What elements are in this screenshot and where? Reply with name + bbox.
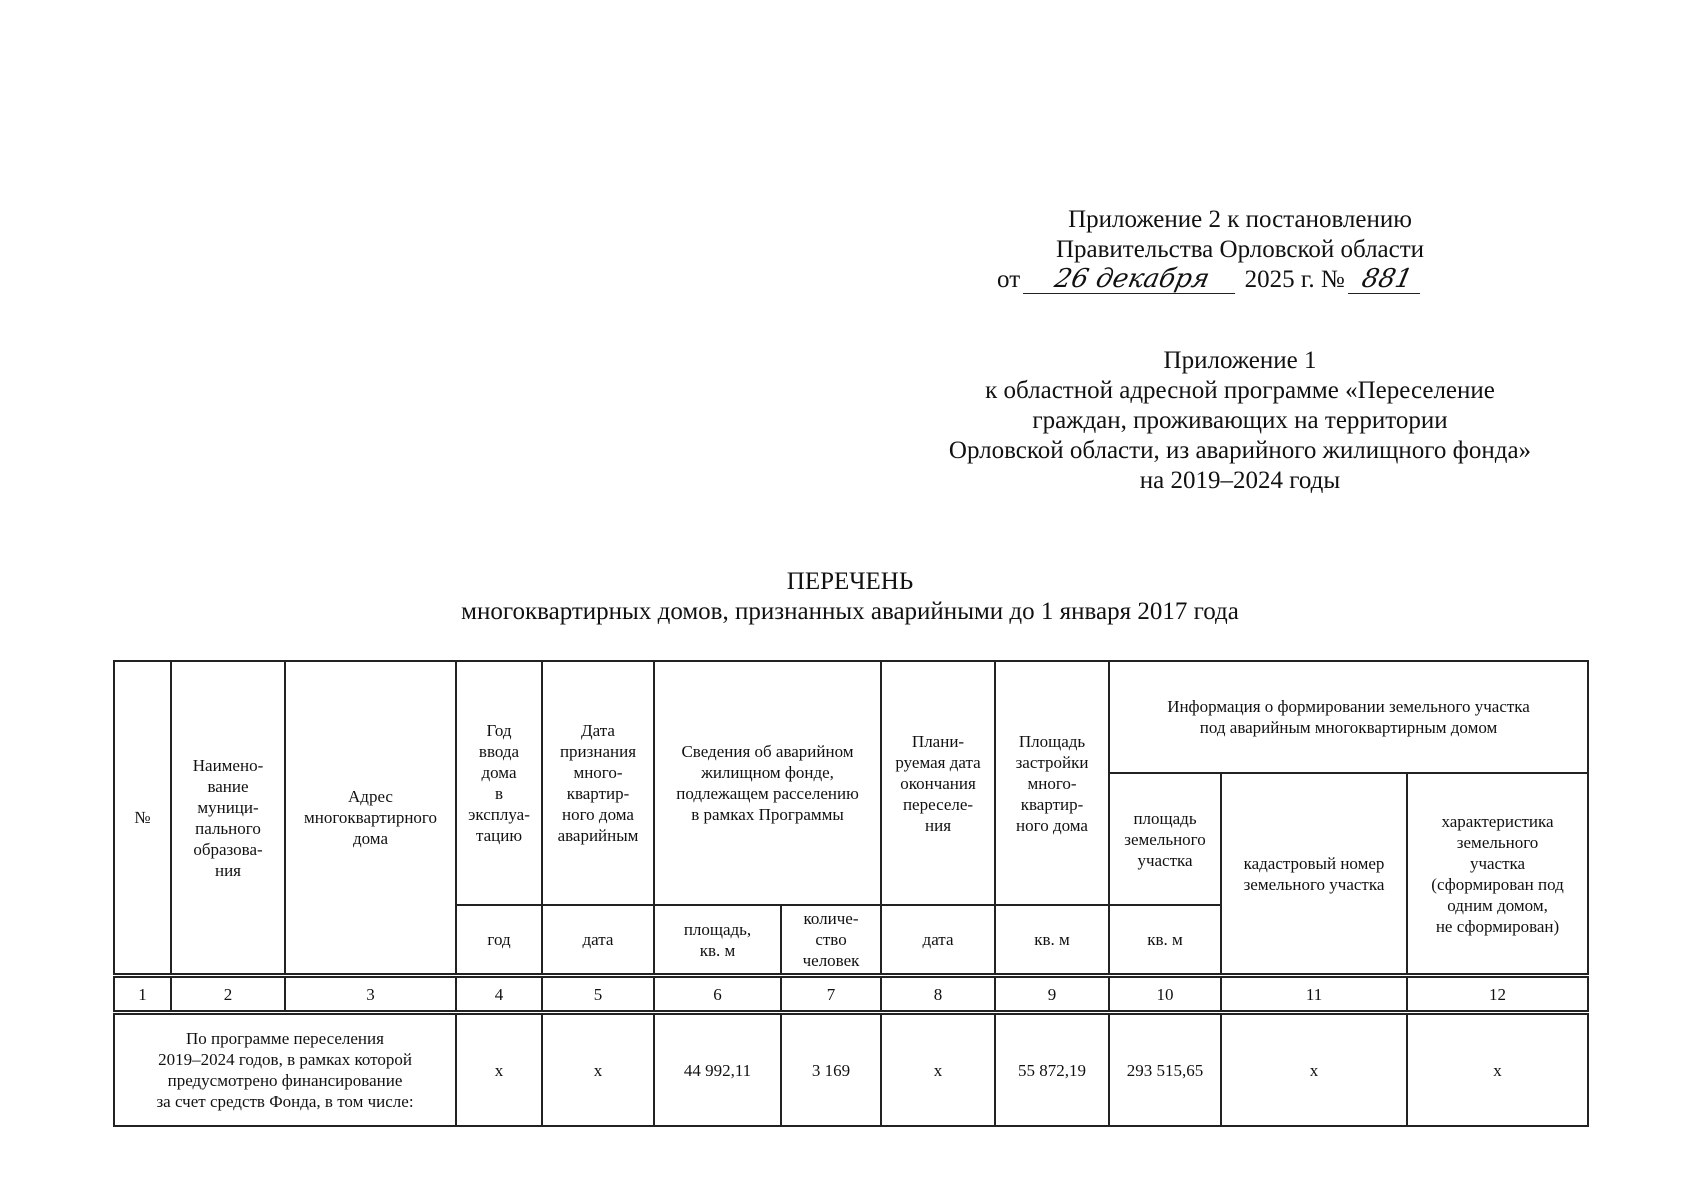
column-number: 10	[1109, 976, 1221, 1013]
year-text: 2025 г. №	[1244, 266, 1345, 293]
title-heading: ПЕРЕЧЕНЬ	[786, 568, 914, 595]
column-number-row	[114, 976, 1588, 1013]
header-planned-date: Плани- руемая дата окончания переселе- ния	[881, 661, 995, 905]
title-subheading: многоквартирных домов, признанных аварийными до 1 января 2017 года	[461, 598, 1239, 625]
header-land-area: площадь земельного участка	[1109, 773, 1221, 905]
total-row-label: По программе переселения 2019–2024 годов, в рамках которой предусмотрено финансирование за счет средств Фонда, в том числе:	[114, 1013, 456, 1127]
appendix-2-line-2: Правительства Орловской области	[1055, 236, 1425, 263]
column-number: 1	[114, 976, 171, 1013]
header-address: Адрес многоквартирного дома	[285, 661, 456, 976]
emergency-houses-table	[113, 660, 1589, 1127]
header-municipality: Наимено- вание муници- пального образова- ния	[171, 661, 285, 976]
header-year-built: Год ввода дома в эксплуа- тацию	[456, 661, 542, 905]
appendix-1-line-5: на 2019–2024 годы	[1139, 467, 1341, 494]
unit-land-area: кв. м	[1109, 905, 1221, 976]
unit-area: площадь, кв. м	[654, 905, 781, 976]
column-number: 6	[654, 976, 781, 1013]
document-title	[250, 567, 1450, 627]
total-land-characteristic: х	[1407, 1013, 1588, 1127]
column-number: 5	[542, 976, 654, 1013]
header-no: №	[114, 661, 171, 976]
header-land-info: Информация о формировании земельного участка под аварийным многоквартирным домом	[1109, 661, 1588, 773]
column-number: 8	[881, 976, 995, 1013]
total-people: 3 169	[781, 1013, 881, 1127]
total-land-area: 293 515,65	[1109, 1013, 1221, 1127]
header-building-area: Площадь застройки много- квартир- ного дома	[995, 661, 1109, 905]
appendix-1-line-2: к областной адресной программе «Переселение	[985, 377, 1495, 404]
appendix-2-reference	[997, 205, 1480, 295]
appendix-1-reference	[880, 346, 1600, 496]
appendix-1-line-4: Орловской области, из аварийного жилищного фонда»	[948, 437, 1532, 464]
total-area: 44 992,11	[654, 1013, 781, 1127]
unit-date: дата	[542, 905, 654, 976]
total-cadastral: х	[1221, 1013, 1407, 1127]
total-date: х	[542, 1013, 654, 1127]
appendix-1-line-3: граждан, проживающих на территории	[1032, 407, 1448, 434]
unit-building-area: кв. м	[995, 905, 1109, 976]
handwritten-number: 881	[1348, 265, 1426, 294]
appendix-1-line-1: Приложение 1	[1163, 347, 1317, 374]
total-building-area: 55 872,19	[995, 1013, 1109, 1127]
decree-date-line	[940, 265, 1480, 295]
unit-planned-date: дата	[881, 905, 995, 976]
header-land-characteristic: характеристика земельного участка (сформирован под одним домом, не сформирован)	[1407, 773, 1588, 976]
header-recognition-date: Дата признания много- квартир- ного дома аварийным	[542, 661, 654, 905]
column-number: 12	[1407, 976, 1588, 1013]
header-emergency-fund: Сведения об аварийном жилищном фонде, подлежащем расселению в рамках Программы	[654, 661, 881, 905]
column-number: 11	[1221, 976, 1407, 1013]
unit-year: год	[456, 905, 542, 976]
header-cadastral: кадастровый номер земельного участка	[1221, 773, 1407, 976]
column-number: 3	[285, 976, 456, 1013]
total-row	[114, 1013, 1588, 1127]
column-number: 9	[995, 976, 1109, 1013]
total-planned-date: х	[881, 1013, 995, 1127]
handwritten-date: 26 декабря	[1023, 265, 1241, 294]
column-number: 7	[781, 976, 881, 1013]
appendix-2-line-1: Приложение 2 к постановлению	[1068, 206, 1412, 233]
total-year: х	[456, 1013, 542, 1127]
unit-people: количе- ство человек	[781, 905, 881, 976]
column-number: 2	[171, 976, 285, 1013]
date-prefix: от	[997, 266, 1021, 293]
column-number: 4	[456, 976, 542, 1013]
